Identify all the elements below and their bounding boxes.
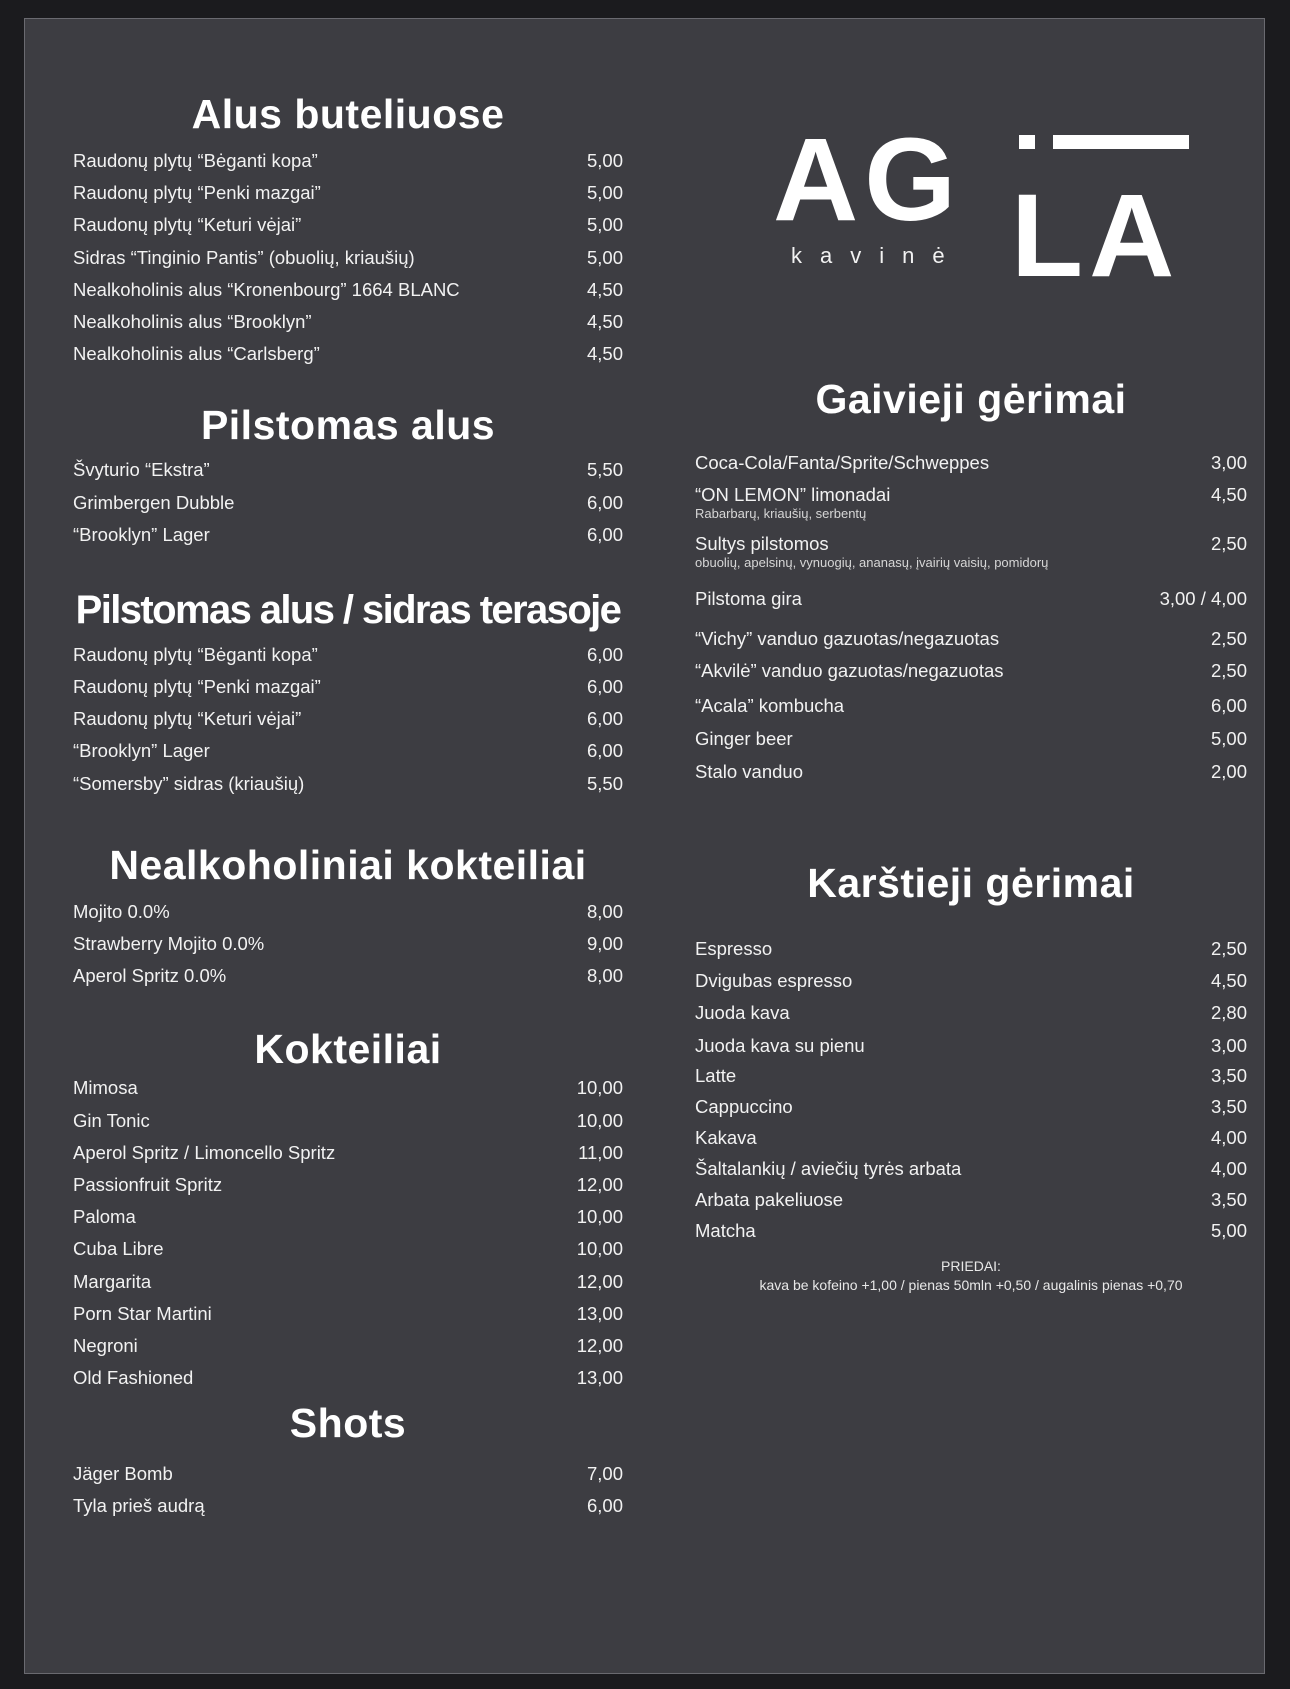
logo-letters-top: AG	[773, 114, 962, 246]
agla-logo	[747, 109, 1207, 302]
list-item: Ginger beer 5,00	[695, 728, 1247, 749]
bottled-beer-list	[73, 149, 623, 374]
list-item: Nealkoholinis alus “Carlsberg” 4,50	[73, 343, 623, 365]
list-item: Arbata pakeliuose 3,50	[695, 1189, 1247, 1210]
shots-list	[73, 1462, 623, 1526]
list-item: Sidras “Tinginio Pantis” (obuolių, kriaušių) 5,00	[73, 246, 623, 268]
list-item: Mimosa 10,00	[73, 1077, 623, 1099]
list-item: Raudonų plytų “Keturi vėjai” 6,00	[73, 708, 623, 730]
list-item: “Somersby” sidras (kriaušių) 5,50	[73, 772, 623, 794]
list-item: Tyla prieš audrą 6,00	[73, 1495, 623, 1517]
list-item: Porn Star Martini 13,00	[73, 1302, 623, 1324]
cocktails-list	[73, 1076, 623, 1398]
draft-beer-list	[73, 458, 623, 555]
list-item: Kakava 4,00	[695, 1127, 1247, 1148]
list-item: Švyturio “Ekstra” 5,50	[73, 459, 623, 481]
list-item: Jäger Bomb 7,00	[73, 1463, 623, 1485]
list-item: Strawberry Mojito 0.0% 9,00	[73, 933, 623, 954]
list-item: Juoda kava su pienu 3,00	[695, 1035, 1247, 1056]
logo-dot-shape	[1019, 135, 1035, 149]
list-item: Negroni 12,00	[73, 1334, 623, 1356]
logo-letters-bottom: LA	[1011, 170, 1181, 302]
list-item: Gin Tonic 10,00	[73, 1109, 623, 1131]
list-item: Šaltalankių / aviečių tyrės arbata 4,00	[695, 1158, 1247, 1179]
list-item: Matcha 5,00	[695, 1220, 1247, 1241]
list-item: “Acala” kombucha 6,00	[695, 695, 1247, 716]
logo-subtitle: kavinė	[791, 243, 963, 268]
section-title-bottled-beer: Alus buteliuose	[191, 91, 505, 137]
logo-bar-shape	[1053, 135, 1189, 149]
section-title-soft-drinks: Gaivieji gėrimai	[815, 376, 1127, 422]
nonalcoholic-cocktails-list	[73, 900, 623, 997]
list-item: Raudonų plytų “Bėganti kopa” 6,00	[73, 643, 623, 665]
menu-page	[24, 18, 1265, 1674]
list-item: Dvigubas espresso 4,50	[695, 970, 1247, 991]
list-item: Raudonų plytų “Bėganti kopa” 5,00	[73, 150, 623, 171]
section-title-cocktails: Kokteiliai	[254, 1026, 442, 1073]
list-item: Old Fashioned 13,00	[73, 1367, 623, 1389]
extras-title: PRIEDAI:	[941, 1258, 1001, 1274]
list-item: “ON LEMON” limonadai Rabarbarų, kriaušių, serbentų 4,50	[695, 484, 1247, 521]
list-item: Nealkoholinis alus “Kronenbourg” 1664 BLANC 4,50	[73, 278, 623, 300]
hot-drinks-list	[695, 938, 1247, 1251]
list-item: Cappuccino 3,50	[695, 1096, 1247, 1117]
list-item: “Vichy” vanduo gazuotas/negazuotas 2,50	[695, 628, 1247, 649]
list-item: Latte 3,50	[695, 1065, 1247, 1086]
list-item: Juoda kava 2,80	[695, 1002, 1247, 1023]
list-item: Margarita 12,00	[73, 1270, 623, 1292]
list-item: Raudonų plytų “Penki mazgai” 6,00	[73, 676, 623, 698]
list-item: Mojito 0.0% 8,00	[73, 900, 623, 922]
extras-text: kava be kofeino +1,00 / pienas 50mln +0,50 / augalinis pienas +0,70	[759, 1277, 1183, 1293]
list-item: Aperol Spritz / Limoncello Spritz 11,00	[73, 1141, 623, 1163]
list-item: Pilstoma gira 3,00 / 4,00	[695, 588, 1247, 609]
list-item: Nealkoholinis alus “Brooklyn” 4,50	[73, 310, 623, 332]
item-description: Rabarbarų, kriaušių, serbentų	[695, 506, 867, 521]
item-description: obuolių, apelsinų, vynuogių, ananasų, įvairių vaisių, pomidorų	[695, 555, 1049, 570]
section-title-nonalcoholic-cocktails: Nealkoholiniai kokteiliai	[109, 841, 587, 888]
list-item: Cuba Libre 10,00	[73, 1238, 623, 1260]
list-item: Raudonų plytų “Penki mazgai” 5,00	[73, 182, 623, 204]
right-column	[695, 374, 1247, 1295]
list-item: Espresso 2,50	[695, 938, 1247, 959]
section-title-shots: Shots	[289, 1400, 407, 1447]
extras-note	[695, 1257, 1247, 1295]
soft-drinks-list	[695, 452, 1247, 794]
section-title-hot-drinks: Karštieji gėrimai	[807, 860, 1135, 906]
section-title-draft-beer: Pilstomas alus	[200, 402, 496, 449]
list-item: Aperol Spritz 0.0% 8,00	[73, 965, 623, 987]
list-item: “Brooklyn” Lager 6,00	[73, 523, 623, 545]
list-item: “Brooklyn” Lager 6,00	[73, 740, 623, 762]
list-item: Grimbergen Dubble 6,00	[73, 491, 623, 513]
list-item: Sultys pilstomos obuolių, apelsinų, vynuogių, ananasų, įvairių vaisių, pomidorų 2,50	[695, 533, 1247, 570]
list-item: Passionfruit Spritz 12,00	[73, 1173, 623, 1195]
terrace-list	[73, 643, 623, 804]
list-item: Stalo vanduo 2,00	[695, 761, 1247, 782]
list-item: Paloma 10,00	[73, 1206, 623, 1228]
left-column	[73, 89, 623, 1527]
list-item: “Akvilė” vanduo gazuotas/negazuotas 2,50	[695, 660, 1247, 681]
list-item: Raudonų plytų “Keturi vėjai” 5,00	[73, 214, 623, 236]
section-title-terrace: Pilstomas alus / sidras terasoje	[75, 587, 621, 632]
list-item: Coca-Cola/Fanta/Sprite/Schweppes 3,00	[695, 452, 1247, 473]
